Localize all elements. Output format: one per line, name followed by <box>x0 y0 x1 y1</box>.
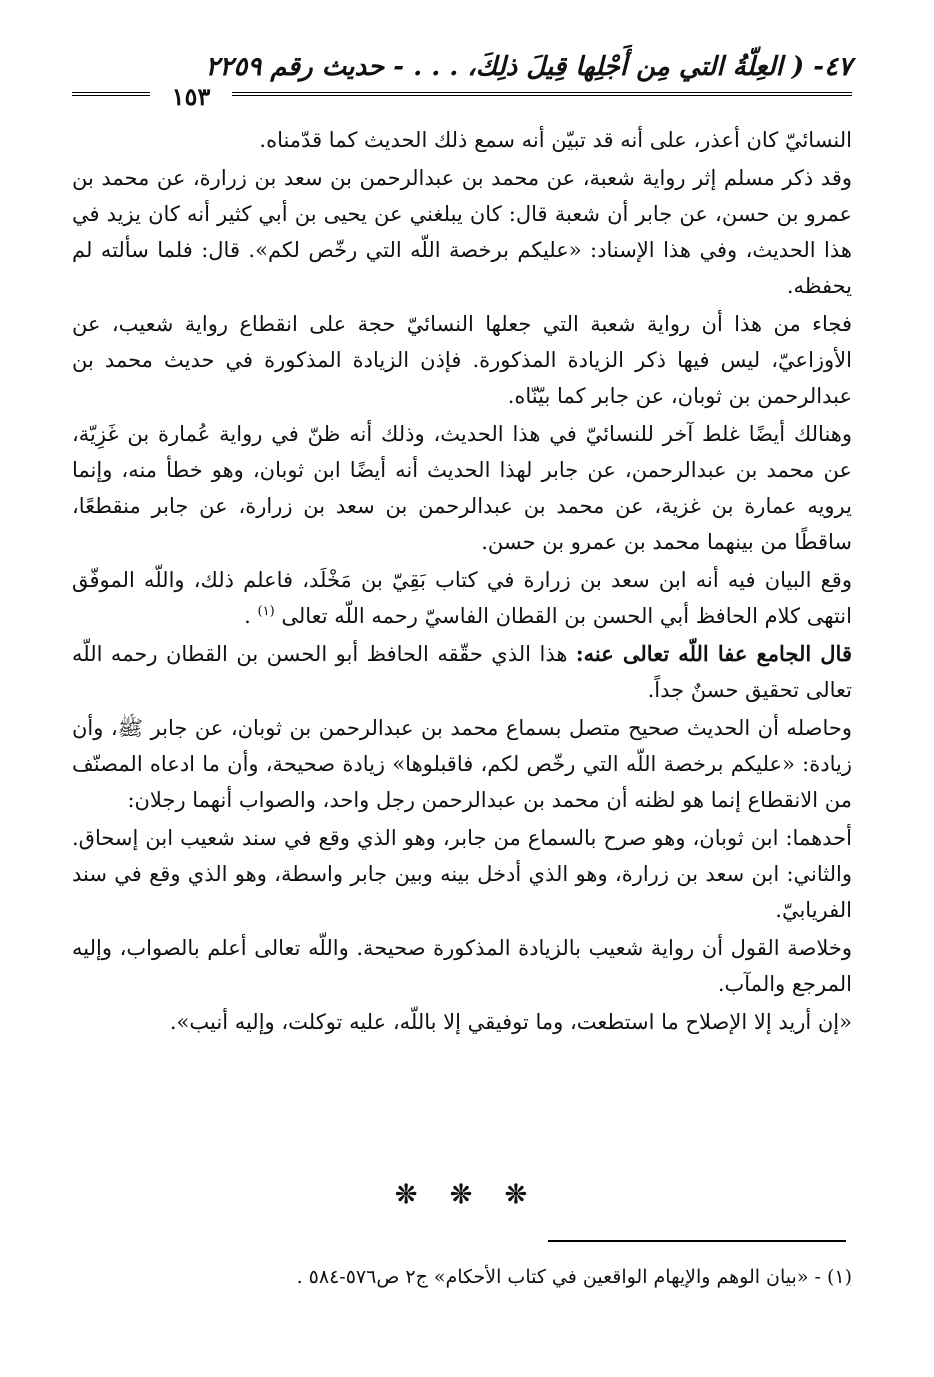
paragraph: وقد ذكر مسلم إثر رواية شعبة، عن محمد بن عبدالرحمن بن سعد بن زرارة، عن محمد بن عمرو بن حسن، عن جابر أن شعبة قال: كان يبلغني عن يحيى بن أبي كثير أنه كان يزيد في هذا الحديث، وفي هذا الإسناد: «عليكم برخصة اللّه التي رخّص لكم». قال: فلما سألته لم يحفظه. <box>72 166 852 298</box>
paragraph-text: وقع البيان فيه أنه ابن سعد بن زرارة في كتاب بَقِيّ بن مَخْلَد، فاعلم ذلك، واللّه الموفّق انتهى كلام الحافظ أبي الحسن بن القطان الفاسيّ رحمه اللّه تعالى <box>72 568 852 628</box>
compiler-note-lead: قال الجامع عفا اللّه تعالى عنه: <box>575 641 852 666</box>
paragraph <box>72 636 852 708</box>
header-rule-short <box>72 92 150 96</box>
main-text <box>72 122 852 1040</box>
paragraph: النسائيّ كان أعذر، على أنه قد تبيّن أنه سمع ذلك الحديث كما قدّمناه. <box>259 128 852 152</box>
paragraph: «إن أريد إلا الإصلاح ما استطعت، وما توفيقي إلا باللّه، عليه توكلت، وإليه أنيب». <box>169 1010 852 1034</box>
paragraph-text: هذا الذي حقّقه الحافظ أبو الحسن بن القطان رحمه اللّه تعالى تحقيق حسنٌ جداً. <box>72 642 852 702</box>
footnote-rule <box>548 1240 846 1242</box>
page-number: ١٥٣ <box>171 82 211 111</box>
footnote-reference[interactable]: (١) <box>257 604 275 619</box>
paragraph-end: . <box>244 604 258 628</box>
paragraph: وهنالك أيضًا غلط آخر للنسائيّ في هذا الحديث، وذلك أنه ظنّ في رواية عُمارة بن غَزِيّة، عن محمد بن عبدالرحمن، عن جابر لهذا الحديث أنه أيضًا ابن ثوبان، وهو خطأ منه، وإنما يرويه عمارة بن غزية، عن محمد بن عبدالرحمن بن سعد بن زرارة، عن جابر منقطعًا، ساقطًا من بينهما محمد بن عمرو بن حسن. <box>72 422 852 554</box>
paragraph: وحاصله أن الحديث صحيح متصل بسماع محمد بن عبدالرحمن بن ثوبان، عن جابر ﷺ، وأن زيادة: «عليكم برخصة اللّه التي رخّص لكم، فاقبلوها» زيادة صحيحة، وأن ما ادعاه المصنّف من الانقطاع إنما هو لظنه أن محمد بن عبدالرحمن رجل واحد، والصواب أنهما رجلان: <box>72 716 852 812</box>
footnote: (١) - «بيان الوهم والإيهام الواقعين في كتاب الأحكام» ج٢ ص٥٧٦-٥٨٤ . <box>296 1266 852 1288</box>
paragraph <box>72 562 852 634</box>
paragraph: فجاء من هذا أن رواية شعبة التي جعلها النسائيّ حجة على انقطاع رواية شعيب، عن الأوزاعيّ، ليس فيها ذكر الزيادة المذكورة. فإذن الزيادة المذكورة في حديث محمد بن عبدالرحمن بن ثوبان، عن جابر كما بيّنّاه. <box>72 312 852 408</box>
header-rule <box>232 92 852 96</box>
paragraph: أحدهما: ابن ثوبان، وهو صرح بالسماع من جابر، وهو الذي وقع في سند شعيب ابن إسحاق. والثاني: ابن سعد بن زرارة، وهو الذي أدخل بينه وبين جابر واسطة، وهو الذي وقع في سند الفريابيّ. <box>72 826 852 922</box>
paragraph: وخلاصة القول أن رواية شعيب بالزيادة المذكورة صحيحة. واللّه تعالى أعلم بالصواب، وإليه المرجع والمآب. <box>72 936 852 996</box>
section-separator: ❊ ❊ ❊ <box>395 1180 539 1210</box>
header-title: ٤٧- ( العِلّةُ التي مِن أَجْلِها قِيلَ ذلِكَ، . . . - حديث رقم ٢٢٥٩ <box>205 52 852 82</box>
